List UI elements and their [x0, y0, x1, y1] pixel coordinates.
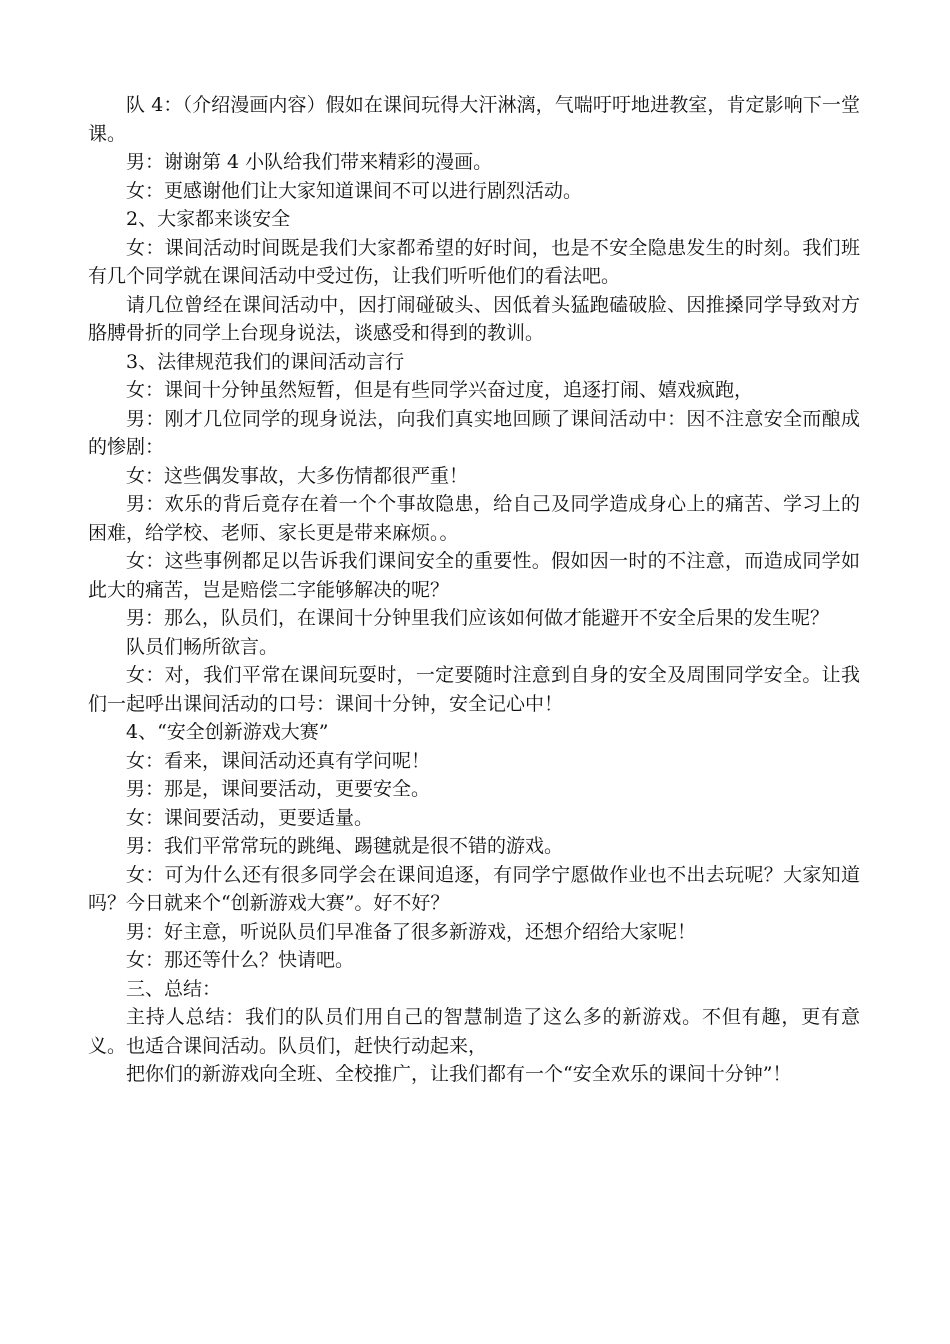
paragraph-female-slogan: 女：对，我们平常在课间玩耍时，一定要随时注意到自身的安全及周围同学安全。让我们一起呼出课间活动的口号：课间十分钟，安全记心中！ — [88, 664, 860, 715]
paragraph-students-share: 请几位曾经在课间活动中，因打闹碰破头、因低着头猛跑磕破脸、因推搡同学导致对方胳膊骨折的同学上台现身说法，谈感受和得到的教训。 — [88, 293, 860, 344]
paragraph-male-review: 男：刚才几位同学的现身说法，向我们真实地回顾了课间活动中：因不注意安全而酿成的惨剧： — [88, 407, 860, 458]
document-body — [88, 91, 860, 1089]
paragraph-female-learning: 女：看来，课间活动还真有学问呢！ — [126, 749, 431, 772]
paragraph-male-question: 男：那么，队员们，在课间十分钟里我们应该如何做才能避开不安全后果的发生呢？ — [126, 607, 830, 629]
paragraph-male-hidden-danger: 男：欢乐的背后竟存在着一个个事故隐患，给自己及同学造成身心上的痛苦、学习上的困难，给学校、老师、家长更是带来麻烦。。 — [88, 493, 860, 544]
paragraph-female-importance: 女：这些事例都足以告诉我们课间安全的重要性。假如因一时的不注意，而造成同学如此大的痛苦，岂是赔偿二字能够解决的呢？ — [88, 550, 860, 601]
paragraph-team-speak: 队员们畅所欲言。 — [126, 635, 279, 658]
section-heading-summary: 三、总结： — [126, 977, 222, 1000]
paragraph-male-good-idea: 男：好主意，听说队员们早准备了很多新游戏，还想介绍给大家呢！ — [126, 920, 697, 943]
paragraph-male-games: 男：我们平常常玩的跳绳、踢毽就是很不错的游戏。 — [126, 835, 564, 857]
section-heading-discuss-safety: 2、大家都来谈安全 — [126, 208, 291, 230]
paragraph-female-short-break: 女：课间十分钟虽然短暂，但是有些同学兴奋过度，追逐打闹、嬉戏疯跑， — [126, 379, 754, 401]
paragraph-female-contest: 女：可为什么还有很多同学会在课间追逐，有同学宁愿做作业也不出去玩呢？大家知道吗？今日就来个“创新游戏大赛”。好不好？ — [88, 863, 860, 914]
paragraph-female-thanks: 女：更感谢他们让大家知道课间不可以进行剧烈活动。 — [126, 179, 583, 202]
paragraph-male-safety: 男：那是，课间要活动，更要安全。 — [126, 778, 431, 800]
paragraph-male-thanks: 男：谢谢第 4 小队给我们带来精彩的漫画。 — [126, 151, 493, 173]
paragraph-female-moderate: 女：课间要活动，更要适量。 — [126, 806, 374, 829]
section-heading-game-contest: 4、“安全创新游戏大赛” — [126, 721, 329, 743]
section-heading-rules: 3、法律规范我们的课间活动言行 — [126, 350, 405, 373]
paragraph-female-serious: 女：这些偶发事故，大多伤情都很严重！ — [126, 464, 469, 487]
paragraph-host-summary: 主持人总结：我们的队员们用自己的智慧制造了这么多的新游戏。不但有趣，更有意义。也适合课间活动。队员们，赶快行动起来， — [88, 1006, 860, 1057]
paragraph-closing: 把你们的新游戏向全班、全校推广，让我们都有一个“安全欢乐的课间十分钟”！ — [126, 1063, 792, 1085]
paragraph-female-break-time: 女：课间活动时间既是我们大家都希望的好时间，也是不安全隐患发生的时刻。我们班有几个同学就在课间活动中受过伤，让我们听听他们的看法吧。 — [88, 236, 860, 287]
paragraph-female-please: 女：那还等什么？快请吧。 — [126, 949, 355, 971]
paragraph-team4-comic: 队 4：（介绍漫画内容）假如在课间玩得大汗淋漓，气喘吁吁地进教室，肯定影响下一堂课。 — [88, 94, 860, 145]
